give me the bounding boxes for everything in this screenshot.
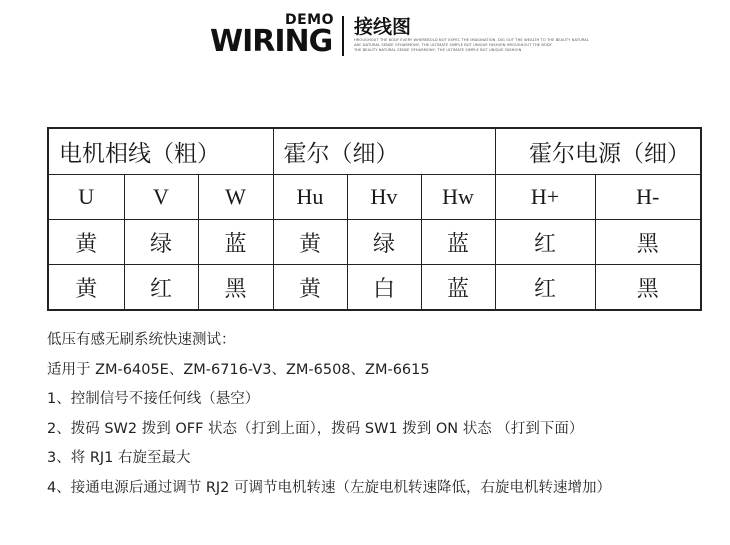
color-cell: 绿 bbox=[347, 220, 421, 265]
label-row bbox=[48, 175, 701, 220]
color-cell: 蓝 bbox=[421, 265, 495, 311]
page-title: 接线图 bbox=[354, 16, 412, 38]
color-cell: 红 bbox=[495, 220, 595, 265]
logo-demo-text: DEMO bbox=[285, 12, 335, 28]
label-cell: Hu bbox=[273, 175, 347, 220]
wiring-table bbox=[47, 127, 702, 311]
header-tagline bbox=[354, 38, 624, 53]
notes-heading: 低压有感无刷系统快速测试： bbox=[47, 332, 236, 348]
color-cell: 黄 bbox=[273, 220, 347, 265]
color-cell: 黑 bbox=[595, 265, 701, 311]
logo-wiring-text: WIRING bbox=[210, 24, 333, 59]
label-cell: U bbox=[48, 175, 124, 220]
label-cell: Hv bbox=[347, 175, 421, 220]
group-hall-power: 霍尔电源（细） bbox=[495, 128, 701, 175]
label-cell: V bbox=[124, 175, 198, 220]
notes-step: 1、控制信号不接任何线（悬空） bbox=[47, 391, 260, 407]
group-hall: 霍尔（细） bbox=[273, 128, 495, 175]
color-cell: 红 bbox=[124, 265, 198, 311]
tagline-line: HROUGHOUT THE BODY EVERY WHEREBOLD NOT EXPEC THE IMAGINATION, DIG OUT THE WEALTH TO THE BEAUTY NATURAL bbox=[354, 38, 589, 42]
test-notes bbox=[47, 326, 717, 503]
color-cell: 黑 bbox=[595, 220, 701, 265]
color-cell: 黄 bbox=[48, 220, 124, 265]
label-cell: W bbox=[198, 175, 273, 220]
color-cell: 黄 bbox=[48, 265, 124, 311]
label-cell: H+ bbox=[495, 175, 595, 220]
notes-step: 3、将 RJ1 右旋至最大 bbox=[47, 450, 191, 466]
table-row bbox=[48, 220, 701, 265]
label-cell: H- bbox=[595, 175, 701, 220]
notes-models: 适用于 ZM-6405E、ZM-6716-V3、ZM-6508、ZM-6615 bbox=[47, 361, 430, 378]
color-cell: 蓝 bbox=[198, 220, 273, 265]
notes-step: 4、接通电源后通过调节 RJ2 可调节电机转速（左旋电机转速降低，右旋电机转速增加） bbox=[47, 479, 612, 496]
header bbox=[208, 10, 628, 60]
color-cell: 绿 bbox=[124, 220, 198, 265]
color-cell: 蓝 bbox=[421, 220, 495, 265]
label-cell: Hw bbox=[421, 175, 495, 220]
group-motor-phase: 电机相线（粗） bbox=[48, 128, 273, 175]
color-cell: 白 bbox=[347, 265, 421, 311]
table-row bbox=[48, 265, 701, 311]
tagline-line: ABC NATURAL SENSE OFHARMONY, THE ULTIMATE SIMPLE BUT UNIQUE FASHION HROUGHOUT THE BODY bbox=[354, 43, 552, 47]
group-header-row bbox=[48, 128, 701, 175]
color-cell: 黑 bbox=[198, 265, 273, 311]
tagline-line: THE BEAUTY NATURAL SENSE OFHARMONY, THE ULTIMATE SIMPLE BUT UNIQUE FASHION bbox=[354, 48, 522, 52]
color-cell: 黄 bbox=[273, 265, 347, 311]
notes-step: 2、拨码 SW2 拨到 OFF 状态（打到上面），拨码 SW1 拨到 ON 状态 （打到下面） bbox=[47, 420, 584, 437]
color-cell: 红 bbox=[495, 265, 595, 311]
logo-divider bbox=[342, 16, 344, 56]
